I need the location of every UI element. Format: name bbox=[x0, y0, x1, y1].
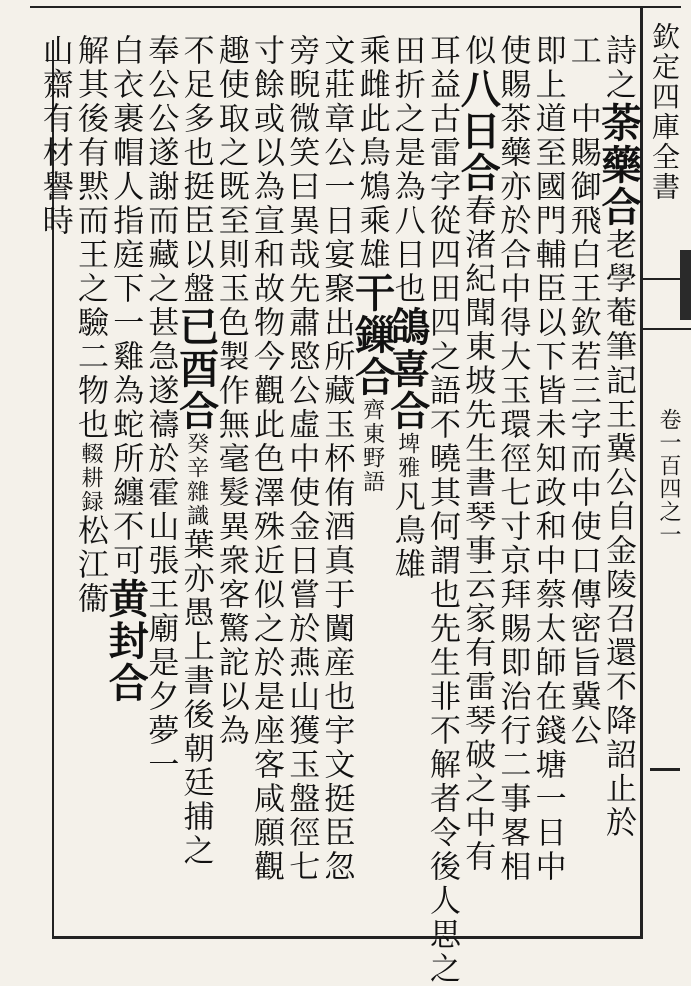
column-text: 使賜茶藥亦於合中得大玉環徑七寸京拜賜即治行二事畧相 bbox=[494, 34, 531, 884]
volume-label: 卷一百四之一 bbox=[656, 408, 681, 546]
column-text: 甚急遂禱於霍山張王廟是夕夢一 bbox=[142, 306, 179, 782]
column-text: 松江衞 bbox=[72, 514, 108, 616]
column-text: 即上道至國門輔臣以下皆未知政和中蔡太師在錢塘一日中 bbox=[529, 34, 566, 884]
entry-heading: 黄封合 bbox=[102, 578, 150, 704]
column-text: 田折之是為八日也 bbox=[388, 34, 425, 306]
book-title: 欽定四庫全書 bbox=[648, 22, 681, 202]
column-text: 凡鳥雄 bbox=[388, 480, 425, 582]
source-citation: 齊東野語 bbox=[359, 398, 385, 494]
edge-ribbon bbox=[680, 250, 691, 320]
column-text: 詩之 bbox=[600, 34, 636, 102]
text-column bbox=[348, 34, 396, 494]
text-column bbox=[172, 34, 220, 868]
top-border bbox=[30, 6, 681, 8]
text-column bbox=[316, 34, 356, 884]
entry-heading: 八日合 bbox=[454, 68, 502, 194]
column-text: 不足多也挺臣以盤 bbox=[177, 34, 214, 306]
text-column bbox=[595, 34, 642, 840]
column-text: 乘雌此鳥鴆乘雄 bbox=[353, 34, 390, 272]
column-text: 趣使取之既至則玉色製作無毫髮異衆客驚詑以為 bbox=[212, 34, 249, 748]
text-column bbox=[70, 34, 110, 616]
column-text: 文莊章公一日宴聚出所藏玉杯侑酒真于闐産也宇文挺臣忽 bbox=[318, 34, 355, 884]
source-citation: 埤雅 bbox=[394, 432, 420, 480]
column-text: 工 中賜御飛白王欽若三字而中使口傳密旨冀公 bbox=[564, 34, 601, 748]
column-text: 似 bbox=[459, 34, 496, 68]
column-text: 白衣裹帽人指庭下一雞為蛇所纏不可 bbox=[107, 34, 144, 578]
column-text: 耳益古雷字從四田四 bbox=[424, 34, 460, 340]
column-text: 老學菴筆記王冀公自金陵召還不降詔止於 bbox=[600, 228, 636, 840]
source-citation: 癸辛雜識 bbox=[183, 432, 209, 528]
text-column bbox=[528, 34, 568, 884]
column-text: 春渚紀聞東坡先生書琴事云家有雷琴破之中有 bbox=[459, 194, 496, 874]
text-column bbox=[246, 34, 286, 884]
text-column bbox=[102, 34, 150, 704]
entry-heading: 干鏁合 bbox=[348, 272, 396, 398]
text-column bbox=[281, 34, 321, 884]
column-text: 寸餘或以為宣和故物今觀此色澤殊近似之於是座客咸願觀 bbox=[248, 34, 284, 884]
column-text: 之語不曉其何謂也先生非不解者令後人思之 bbox=[424, 340, 460, 986]
entry-heading: 已酉合 bbox=[172, 306, 220, 432]
text-column bbox=[454, 34, 502, 874]
text-column bbox=[422, 34, 462, 986]
column-text: 奉公公遂謝而藏之 bbox=[142, 34, 179, 306]
column-text: 旁睨微笑曰異哉先肅愍公虛中使金日嘗於燕山獲玉盤徑七 bbox=[283, 34, 320, 884]
column-text: 解其後有黙而王之驗二物 bbox=[72, 34, 108, 408]
source-citation: 輟耕録 bbox=[78, 442, 103, 514]
text-column bbox=[563, 34, 603, 748]
text-column bbox=[35, 34, 75, 238]
column-text: 葉亦愚上書後朝廷捕之 bbox=[177, 528, 214, 868]
column-text: 山齋有材譽時 bbox=[36, 34, 73, 238]
entry-heading: 鴿喜合 bbox=[383, 306, 431, 432]
entry-heading: 荼藥合 bbox=[595, 102, 642, 228]
bottom-border bbox=[52, 936, 643, 939]
fold-mark bbox=[650, 768, 680, 771]
column-text: 也 bbox=[72, 408, 108, 442]
